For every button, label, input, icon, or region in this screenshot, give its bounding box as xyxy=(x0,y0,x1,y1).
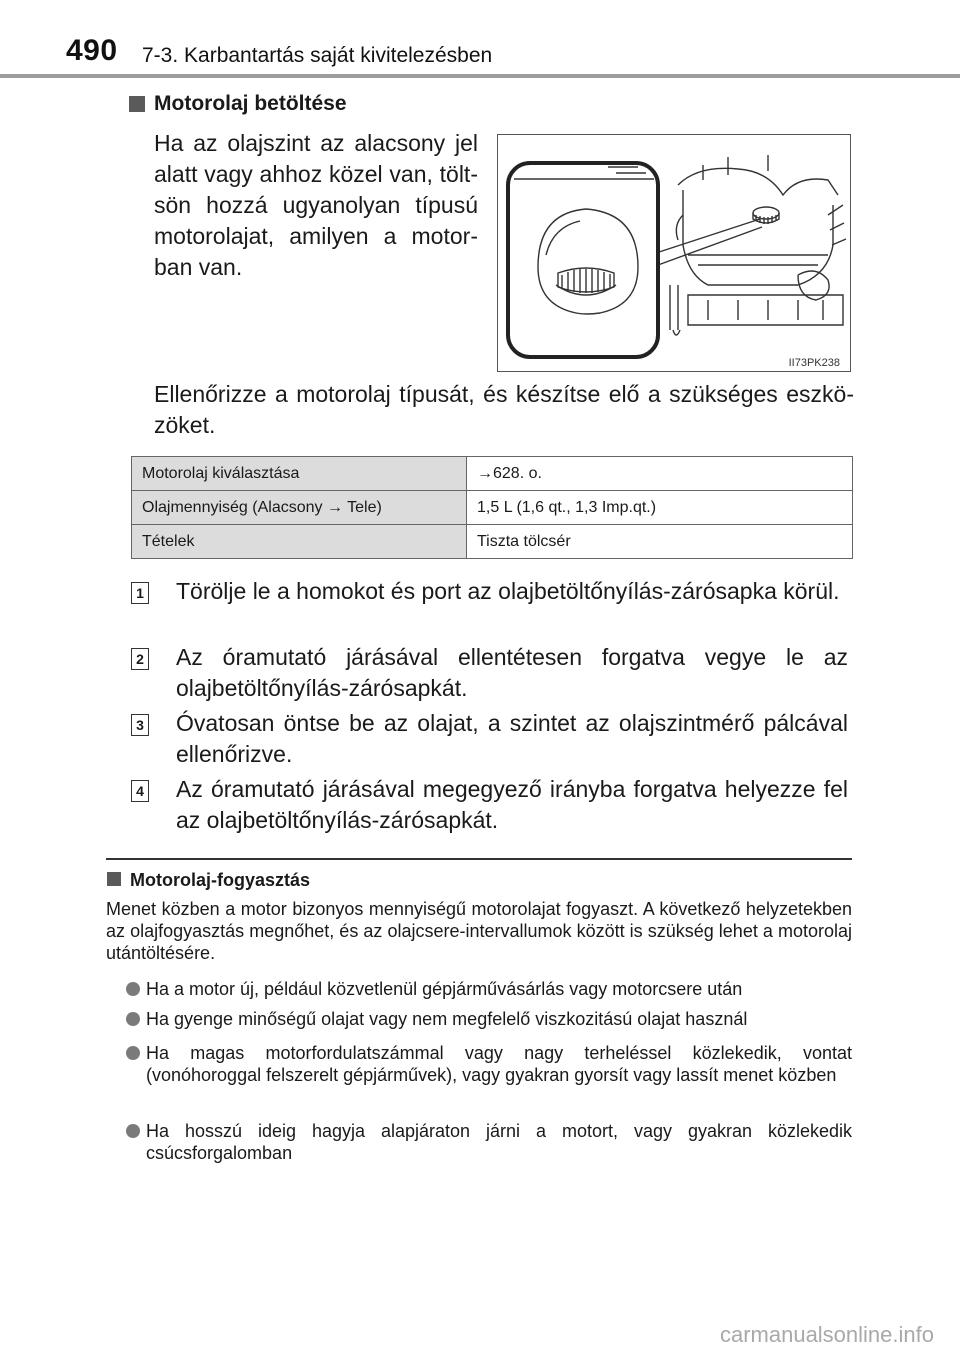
step-text: Óvatosan öntse be az olajat, a szintet az olajszintmérő pálcával ellenőrizve. xyxy=(176,710,848,767)
watermark: carmanualsonline.info xyxy=(719,1322,934,1347)
table-cell-label: Tételek xyxy=(132,525,467,559)
bullet-item: Ha hosszú ideig hagyja alapjáraton járni a motort, vagy gyakran közlekedik csúcsforgalomban xyxy=(146,1121,852,1163)
bullet-item: Ha magas motorfordulatszámmal vagy nagy terheléssel közlekedik, vontat (vonóhoroggal felszerelt gépjárművek), vagy gyakran gyorsít vagy lassít menet közben xyxy=(146,1043,852,1085)
step-number-box: 1 xyxy=(131,582,149,604)
page-number: 490 xyxy=(66,34,118,67)
bullet-icon xyxy=(126,1124,140,1138)
check-paragraph: Ellenőrizze a motorolaj típusát, és készítse elő a szükséges eszközöket. xyxy=(154,381,854,438)
step-number-box: 4 xyxy=(131,780,149,802)
chapter-title: 7-3. Karbantartás saját kivitelezésben xyxy=(142,44,493,67)
section-square-icon xyxy=(129,96,145,112)
header-rule xyxy=(0,74,960,78)
table-row xyxy=(132,457,853,491)
oil-filler-cap-illustration xyxy=(498,135,852,373)
engine-figure xyxy=(497,134,851,372)
step-text: Az óramutató járásával ellentétesen forgatva vegye le az olajbetöltőnyílás-zárósapkát. xyxy=(176,644,848,701)
step-text: Az óramutató járásával megegyező irányba forgatva helyezze fel az olajbetöltőnyílás-zárósapkát. xyxy=(176,776,848,833)
step-number-box: 2 xyxy=(131,648,149,670)
table-cell-label: Motorolaj kiválasztása xyxy=(132,457,467,491)
bullet-item: Ha gyenge minőségű olajat vagy nem megfelelő viszkozitású olajat használ xyxy=(146,1009,748,1029)
intro-paragraph: Ha az olajszint az alacsony jel alatt vagy ahhoz közel van, töltsön hozzá ugyanolyan típusú motorolajat, amilyen a motorban van. xyxy=(154,130,478,280)
bullet-icon xyxy=(126,1012,140,1026)
table-cell-value: →628. o. xyxy=(467,457,853,491)
note-square-icon xyxy=(107,872,121,886)
table-cell-value: Tiszta tölcsér xyxy=(467,525,853,559)
spec-table xyxy=(131,456,853,559)
page-header xyxy=(0,0,960,80)
note-title: Motorolaj-fogyasztás xyxy=(130,870,311,890)
figure-code: II73PK238 xyxy=(788,357,840,369)
table-cell-label: Olajmennyiség (Alacsony → Tele) xyxy=(132,491,467,525)
table-cell-value: 1,5 L (1,6 qt., 1,3 Imp.qt.) xyxy=(467,491,853,525)
bullet-item: Ha a motor új, például közvetlenül gépjárművásárlás vagy motorcsere után xyxy=(146,979,743,999)
table-row xyxy=(132,525,853,559)
section-divider xyxy=(106,858,852,860)
bullet-icon xyxy=(126,982,140,996)
bullet-icon xyxy=(126,1046,140,1060)
note-body: Menet közben a motor bizonyos mennyiségű motorolajat fogyaszt. A következő helyzetekben az olajfogyasztás megnőhet, és az olajcsere-intervallumok között is szükség lehet a motorolaj utántöltésére. xyxy=(106,899,852,963)
table-row xyxy=(132,491,853,525)
step-number-box: 3 xyxy=(131,714,149,736)
section-title: Motorolaj betöltése xyxy=(154,92,347,115)
step-text: Törölje le a homokot és port az olajbetöltőnyílás-zárósapka körül. xyxy=(176,578,840,604)
